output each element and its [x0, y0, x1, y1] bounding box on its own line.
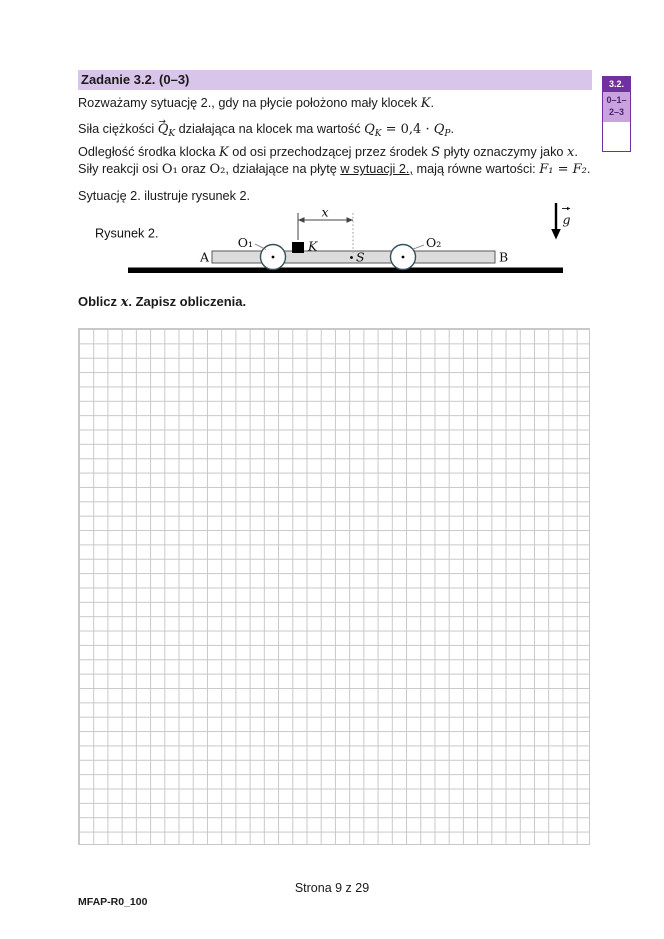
paragraph-1-text: Rozważamy sytuację 2., gdy na płycie położono mały klocek	[78, 96, 421, 110]
underlined-situation-2: w sytuacji 2.,	[340, 162, 413, 176]
math-equation-mid: = 0,4 ·	[381, 122, 434, 137]
paragraph-4	[78, 162, 590, 177]
paragraph-4-end: .	[586, 162, 591, 176]
paragraph-5: Sytuację 2. ilustruje rysunek 2.	[78, 189, 251, 203]
dimension-arrowhead-right	[347, 217, 354, 223]
score-box-blank-cell	[603, 122, 630, 151]
center-s-dot	[350, 256, 353, 259]
paragraph-3	[78, 145, 578, 160]
figure-rysunek-2	[0, 200, 664, 288]
task-header-band	[78, 70, 592, 90]
math-weight-vector: → Q	[158, 122, 169, 137]
score-box	[602, 76, 631, 152]
label-distance-x: x	[321, 204, 329, 220]
paragraph-2-text-b: działająca na klocek ma wartość	[175, 122, 365, 136]
paragraph-3-text-b: od osi przechodzącej przez środek	[228, 145, 432, 159]
pointer-line-o1	[255, 244, 266, 250]
instruction-text-b: . Zapisz obliczenia.	[128, 294, 247, 309]
math-block-symbol: K	[420, 96, 431, 111]
instruction-line	[78, 294, 246, 310]
dimension-arrowhead-left	[298, 217, 305, 223]
math-qk-sub: K	[374, 129, 382, 139]
math-force-f2: F₂	[572, 162, 587, 177]
label-block-k: K	[308, 238, 318, 254]
paragraph-4-text-d: mają równe wartości:	[412, 162, 540, 176]
paragraph-2-text-a: Siła ciężkości	[78, 122, 158, 136]
label-axle-o2: O₂	[426, 235, 442, 250]
label-gravity-g: g	[562, 212, 571, 227]
math-qk: Q	[364, 122, 375, 137]
calculation-answer-grid	[78, 328, 590, 845]
label-end-a: A	[199, 249, 209, 265]
pointer-line-o2	[412, 245, 424, 250]
gravity-label-vector-head	[567, 207, 571, 210]
score-box-points-line2: 2–3	[608, 107, 625, 117]
math-block-symbol-2: K	[219, 145, 229, 160]
gravity-arrowhead	[551, 229, 561, 240]
paragraph-1	[78, 96, 434, 111]
math-qp: Q	[433, 122, 445, 137]
paragraph-2	[78, 122, 454, 137]
paragraph-4-text-c: , działające na płytę	[225, 162, 341, 176]
math-force-f1: F₁	[539, 162, 554, 177]
page-indicator: Strona 9 z 29	[294, 881, 370, 895]
math-axle-o1: O₁	[161, 162, 178, 177]
math-weight-vector-sub: K	[168, 129, 176, 139]
math-axle-o2: O₂	[209, 162, 226, 177]
paragraph-3-text-c: płyty oznaczymy jako	[440, 145, 567, 159]
document-code: MFAP-R0_100	[78, 896, 148, 908]
label-center-s: S	[356, 249, 365, 265]
math-equals: =	[553, 162, 573, 177]
label-axle-o1: O₁	[237, 235, 253, 250]
paragraph-4-text-a: Siły reakcji osi	[78, 162, 162, 176]
label-end-b: B	[499, 249, 509, 265]
figure-caption: Rysunek 2.	[95, 226, 159, 241]
paragraph-3-end: .	[574, 145, 578, 159]
score-box-points	[603, 92, 630, 122]
math-center-s: S	[431, 145, 441, 160]
math-distance-x: x	[567, 145, 575, 160]
score-box-task-id: 3.2.	[603, 77, 630, 92]
paragraph-2-end: .	[450, 122, 454, 136]
plank	[212, 251, 495, 263]
block-k	[292, 242, 304, 253]
task-title: Zadanie 3.2. (0–3)	[81, 72, 190, 87]
score-box-points-line1: 0–1–	[606, 95, 627, 105]
roller-o1-center-dot	[272, 256, 275, 259]
instruction-text-a: Oblicz	[78, 294, 121, 309]
paragraph-1-end: .	[430, 96, 434, 110]
instruction-math-x: x	[120, 295, 129, 310]
math-qp-sub: P	[444, 129, 451, 139]
paragraph-3-text-a: Odległość środka klocka	[78, 145, 220, 159]
ground-line	[128, 268, 563, 274]
paragraph-4-text-b: oraz	[177, 162, 210, 176]
roller-o2-center-dot	[402, 256, 405, 259]
